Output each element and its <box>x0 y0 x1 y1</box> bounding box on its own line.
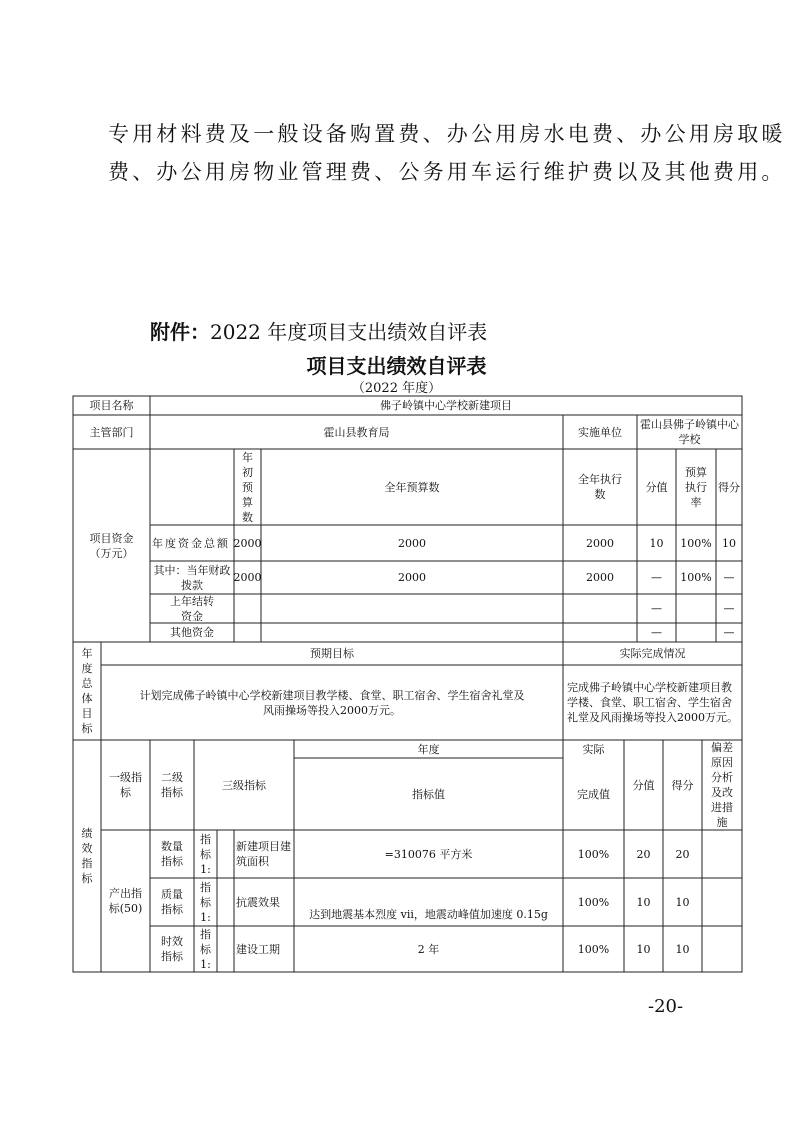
deviation-header: 偏差原因分析及改进措施 <box>711 741 733 829</box>
indicator-level2: 质量指标 <box>161 888 183 916</box>
funds-row-label: 其他资金 <box>170 626 214 639</box>
funds-row-value: — <box>651 571 662 584</box>
funds-row-executed: 2000 <box>586 536 614 550</box>
funds-row-value: 10 <box>649 536 664 550</box>
funds-row-budget: 2000 <box>398 536 426 550</box>
funds-row-executed: 2000 <box>586 571 614 584</box>
expected-goal-label: 预期目标 <box>310 647 354 660</box>
indicator-actual: 100% <box>577 942 610 956</box>
level2-header: 二级指标 <box>161 771 183 799</box>
actual-top-header: 实际 <box>582 742 605 756</box>
table-year: （2022 年度） <box>351 381 442 396</box>
indicator-no: 指标1: <box>200 832 211 876</box>
project-name-label: 项目名称 <box>89 399 134 412</box>
initial-budget-header: 年初预算数 <box>242 450 253 524</box>
goal-label: 年度总体目标 <box>81 647 93 735</box>
body-text-line-2: 费、办公用房物业管理费、公务用车运行维护费以及其他费用。 <box>108 160 786 184</box>
actual-label: 实际完成情况 <box>619 647 686 660</box>
indicator-name: 新建项目建筑面积 <box>236 840 291 868</box>
actual-bottom-header: 完成值 <box>577 787 610 801</box>
indicator-score: 20 <box>675 847 690 861</box>
funds-row-initial: 2000 <box>233 536 262 550</box>
table-title: 项目支出绩效自评表 <box>306 354 487 378</box>
indicator-actual: 100% <box>577 895 610 909</box>
indicator-target: 2 年 <box>417 942 440 956</box>
score-value-header: 分值 <box>645 480 668 494</box>
dept-label: 主管部门 <box>89 425 134 439</box>
annual-header: 年度 <box>417 742 440 756</box>
funds-row-score: — <box>723 571 735 584</box>
score-header: 得分 <box>718 480 740 494</box>
funds-row-score: 10 <box>722 536 736 550</box>
indicator-level2: 时效指标 <box>161 935 183 963</box>
impl-label: 实施单位 <box>578 425 622 439</box>
project-name-value: 佛子岭镇中心学校新建项目 <box>380 399 512 412</box>
indicator-value: 10 <box>636 942 651 956</box>
expected-goal-text: 计划完成佛子岭镇中心学校新建项目教学楼、食堂、职工宿舍、学生宿舍礼堂及风雨操场等投入2000万元。 <box>139 688 525 717</box>
indicator-target: 达到地震基本烈度 vii，地震动峰值加速度 0.15g <box>309 908 548 921</box>
score-header-indicator: 得分 <box>671 778 694 792</box>
target-header: 指标值 <box>412 787 445 801</box>
funds-row-score: — <box>723 602 735 615</box>
exec-rate-header: 预算执行率 <box>685 465 707 509</box>
page-number: -20- <box>648 996 684 1017</box>
dept-value: 霍山县教育局 <box>323 425 390 439</box>
full-year-budget-header: 全年预算数 <box>384 480 440 494</box>
actual-text: 完成佛子岭镇中心学校新建项目教学楼、食堂、职工宿舍、学生宿舍礼堂及风雨操场等投入2000万元。 <box>567 681 738 724</box>
funds-row-budget: 2000 <box>398 571 426 584</box>
indicator-no: 指标1: <box>200 880 211 924</box>
funds-row-score: — <box>723 626 735 639</box>
funds-row-label: 上年结转资金 <box>170 594 214 623</box>
indicator-value: 10 <box>636 895 651 909</box>
impl-value: 霍山县佛子岭镇中心学校 <box>640 418 739 446</box>
output-indicator-label: 产出指标(50) <box>108 887 143 915</box>
indicator-name: 抗震效果 <box>236 895 280 909</box>
funds-row-value: — <box>651 602 662 615</box>
value-header: 分值 <box>632 778 655 792</box>
funds-row-initial: 2000 <box>233 571 262 584</box>
funds-label: 项目资金（万元） <box>89 531 134 560</box>
funds-row-rate: 100% <box>680 571 712 584</box>
attachment-title: 2022 年度项目支出绩效自评表 <box>210 320 488 344</box>
executed-header: 全年执行数 <box>578 473 622 501</box>
indicator-label: 绩效指标 <box>81 827 93 885</box>
indicator-level2: 数量指标 <box>161 840 183 868</box>
indicator-score: 10 <box>675 895 690 909</box>
funds-row-rate: 100% <box>680 536 712 550</box>
indicator-target: =310076 平方米 <box>384 847 473 861</box>
funds-row-label: 年度资金总额 <box>152 536 230 550</box>
indicator-actual: 100% <box>577 847 610 861</box>
attachment-prefix: 附件： <box>150 320 210 344</box>
indicator-no: 指标1: <box>200 927 211 971</box>
indicator-name: 建设工期 <box>236 942 280 956</box>
level3-header: 三级指标 <box>222 778 266 792</box>
level1-header: 一级指标 <box>109 771 142 799</box>
indicator-value: 20 <box>636 847 651 861</box>
body-text-line-1: 专用材料费及一般设备购置费、办公用房水电费、办公用房取暖 <box>108 122 786 146</box>
funds-row-value: — <box>651 626 662 639</box>
funds-row-label: 其中：当年财政拨款 <box>153 563 231 592</box>
indicator-score: 10 <box>675 942 690 956</box>
